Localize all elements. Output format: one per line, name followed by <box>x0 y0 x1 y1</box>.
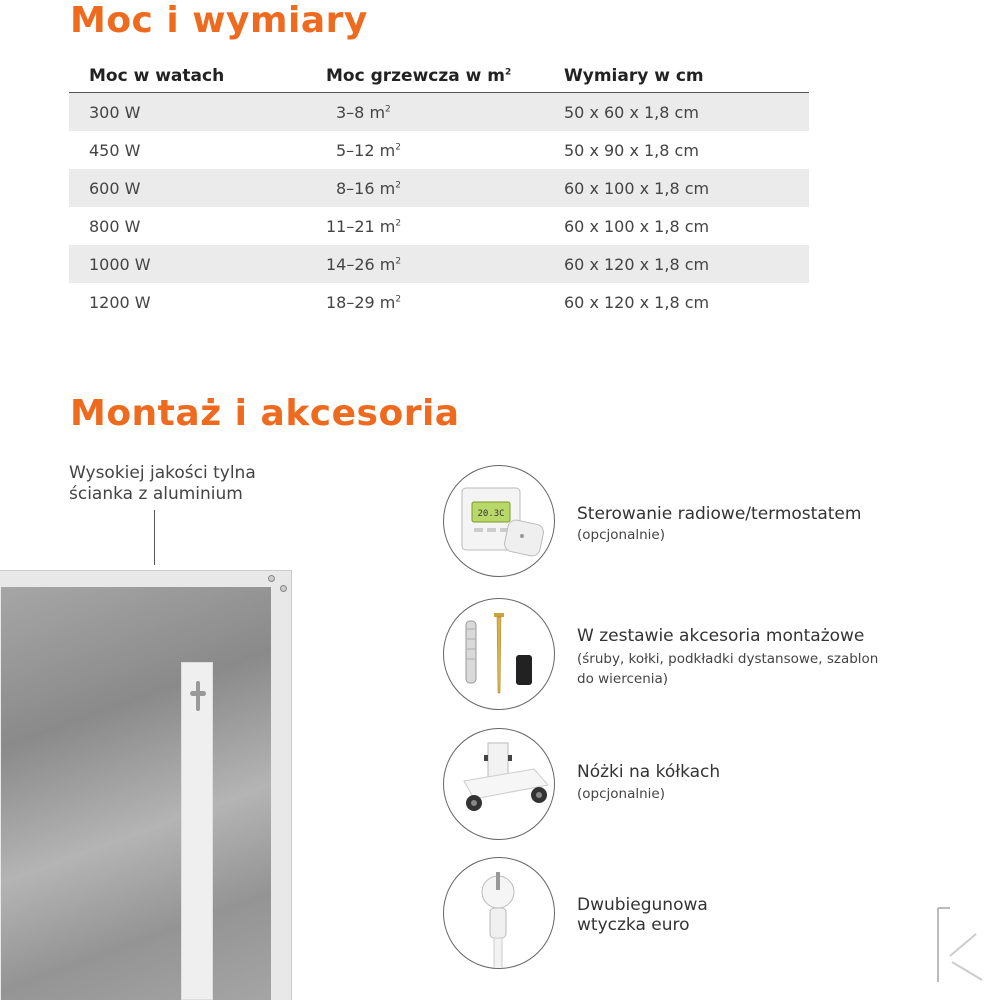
area-cell: 8–16 $m^2$ <box>336 178 401 198</box>
area-cell: 11–21 $m^2$ <box>326 216 402 236</box>
dimensions-cell: 60 x 100 x 1,8 cm <box>564 178 710 198</box>
accessory-title: Dwubiegunowa <box>577 895 708 915</box>
aluminium-back-label: Wysokiej jakości tylna ścianka z aluminium <box>69 463 256 504</box>
accessory-title-2: wtyczka euro <box>577 915 690 935</box>
accessory-subtitle: (opcjonalnie) <box>577 786 665 802</box>
area-cell: 18–29 $m^2$ <box>326 292 402 312</box>
accessory-title: Nóżki na kółkach <box>577 762 721 782</box>
callout-line <box>154 510 155 565</box>
power-cell: 1200 W <box>89 292 151 312</box>
mounting-kit-icon <box>443 598 555 710</box>
dimensions-cell: 60 x 120 x 1,8 cm <box>564 254 710 274</box>
euro-plug-icon <box>443 857 555 969</box>
table-row <box>69 207 809 245</box>
area-cell: 3–8 $m^2$ <box>336 102 391 122</box>
svg-text:20.3C: 20.3C <box>477 509 505 519</box>
dimensions-cell: 60 x 100 x 1,8 cm <box>564 216 710 236</box>
power-cell: 450 W <box>89 140 141 160</box>
screw-icon <box>280 585 287 592</box>
power-cell: 600 W <box>89 178 141 198</box>
area-cell: 14–26 $m^2$ <box>326 254 402 274</box>
section-title-mounting: Montaż i akcesoria <box>70 393 460 434</box>
power-cell: 1000 W <box>89 254 151 274</box>
power-cell: 800 W <box>89 216 141 236</box>
wheel-feet-icon <box>443 728 555 840</box>
accessory-title: Sterowanie radiowe/termostatem <box>577 504 862 524</box>
accessory-subtitle: (śruby, kołki, podkładki dystansowe, szablon <box>577 651 879 667</box>
aluminium-back <box>1 587 271 1000</box>
table-row <box>69 93 809 131</box>
header-dimensions: Wymiary w cm <box>564 66 704 86</box>
keyhole-icon <box>182 663 214 723</box>
power-cell: 300 W <box>89 102 141 122</box>
dimensions-cell: 50 x 60 x 1,8 cm <box>564 102 699 122</box>
section-title-power: Moc i wymiary <box>70 0 368 41</box>
area-cell: 5–12 $m^2$ <box>336 140 401 160</box>
table-row <box>69 169 809 207</box>
accessory-subtitle: (opcjonalnie) <box>577 527 665 543</box>
thermostat-icon <box>443 465 555 577</box>
specs-table <box>69 60 809 321</box>
table-row <box>69 283 809 321</box>
table-header <box>69 60 809 93</box>
mounting-rail <box>181 662 213 1000</box>
table-row <box>69 245 809 283</box>
accessory-title: W zestawie akcesoria montażowe <box>577 626 865 646</box>
screw-icon <box>268 575 275 582</box>
dimensions-cell: 60 x 120 x 1,8 cm <box>564 292 710 312</box>
table-row <box>69 131 809 169</box>
heater-panel-back <box>0 570 292 1000</box>
header-power: Moc w watach <box>89 66 225 86</box>
brand-logo-mark <box>936 906 986 984</box>
header-area: Moc grzewcza w $m^2$ <box>326 66 512 86</box>
dimensions-cell: 50 x 90 x 1,8 cm <box>564 140 699 160</box>
accessory-subtitle-2: do wiercenia) <box>577 671 669 687</box>
